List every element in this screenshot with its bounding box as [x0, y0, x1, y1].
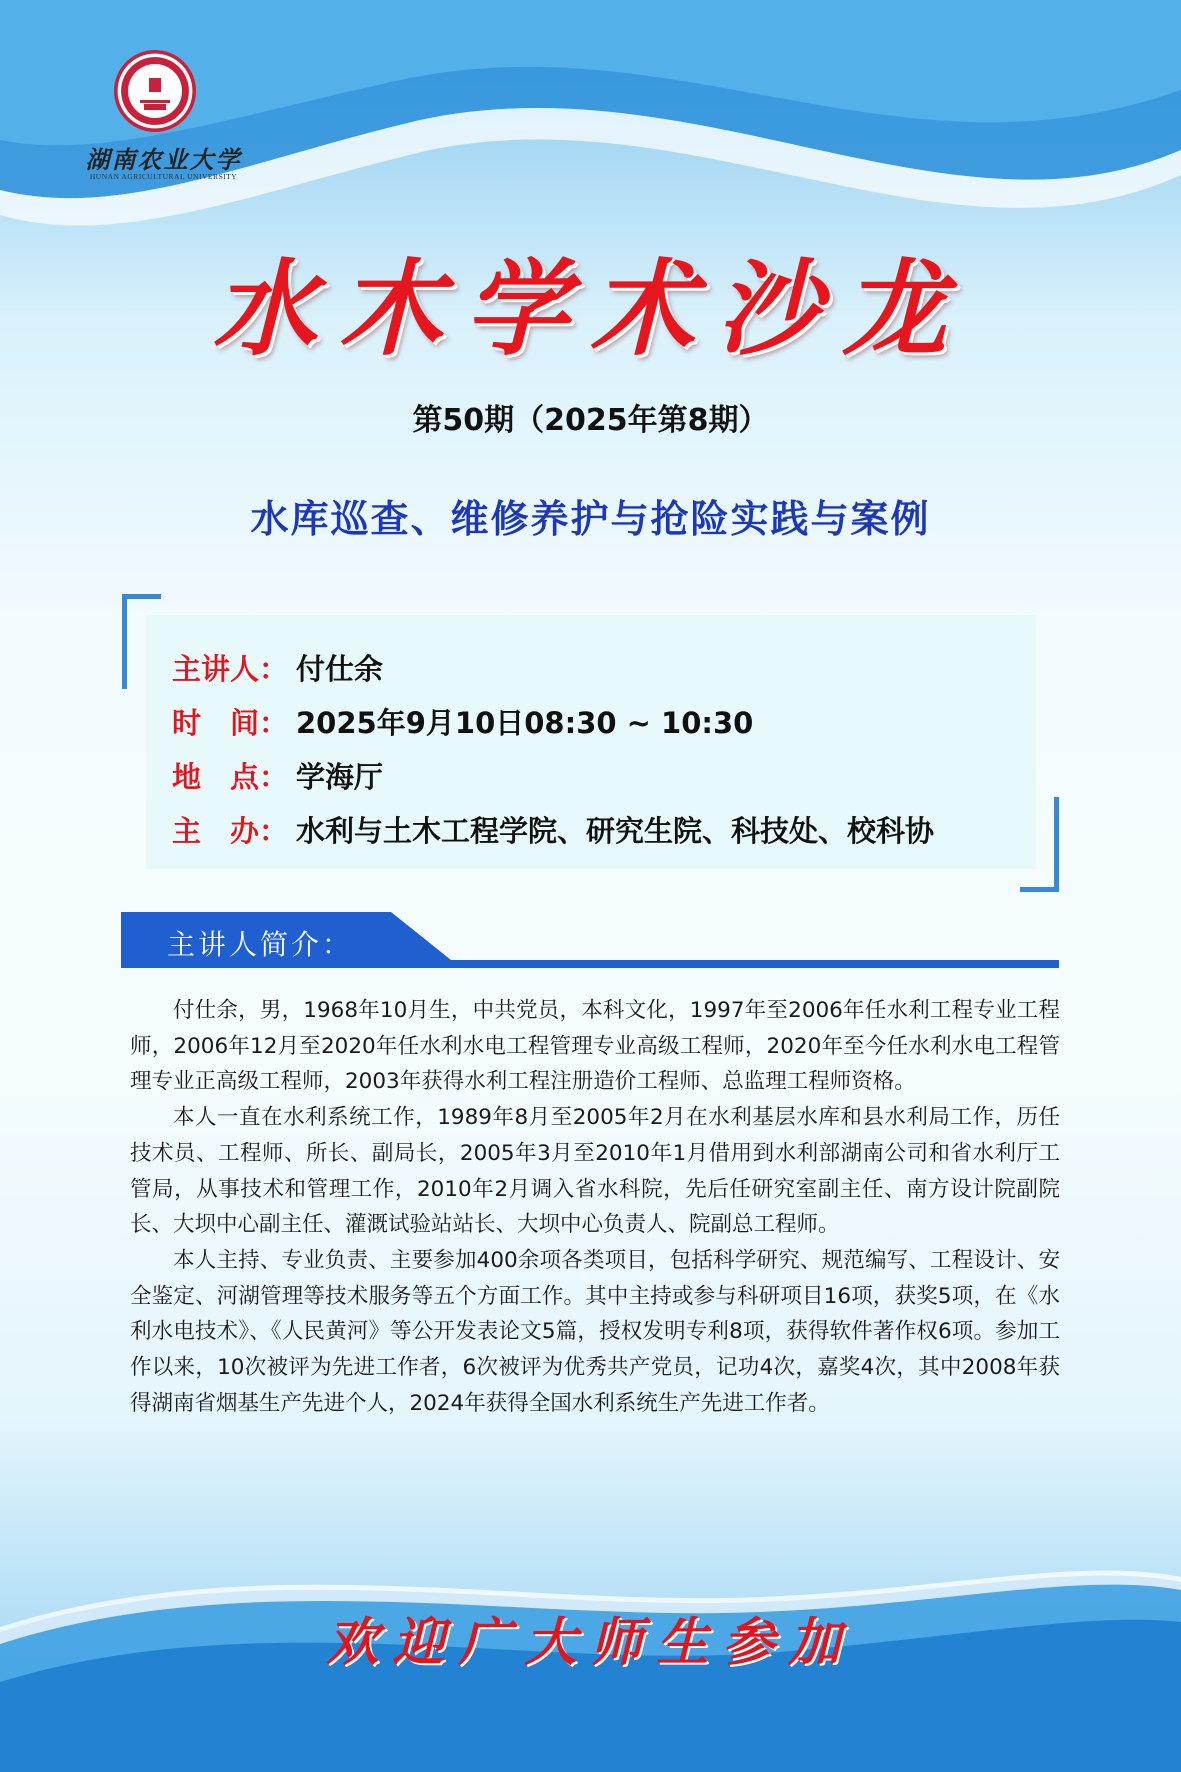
time-label: 时 间：: [172, 705, 289, 740]
lecture-topic: 水库巡查、维修养护与抢险实践与案例: [250, 497, 931, 541]
bio-paragraph: 本人一直在水利系统工作，1989年8月至2005年2月在水利基层水库和县水利局工作，历任技术员、工程师、所长、副局长，2005年3月至2010年1月借用到水利部湖南公司和省水利厅工管局，从事技术和管理工作，2010年2月调入省水科院，先后任研究室副主任、南方设计院副院长、大坝中心副主任、灌溉试验站站长、大坝中心负责人、院副总工程师。: [130, 1105, 1060, 1238]
organizer-label: 主 办：: [172, 813, 289, 848]
location-value: 学海厅: [296, 759, 384, 794]
heading-label: 主讲人简介：: [167, 928, 354, 961]
event-info-list: [172, 640, 934, 856]
bracket-bottom-right: [1020, 797, 1059, 892]
speaker-label: 主讲人：: [172, 651, 289, 686]
speaker-value: 付仕余: [296, 651, 384, 686]
speaker-row: [172, 640, 934, 694]
university-seal-icon: [114, 50, 196, 132]
location-label: 地 点：: [172, 759, 289, 794]
bio-paragraph: 付仕余，男，1968年10月生，中共党员，本科文化，1997年至2006年任水利工程专业工程师，2006年12月至2020年任水利水电工程管理专业高级工程师，2020年至今任水利水电工程管理专业正高级工程师，2003年获得水利工程注册造价工程师、总监理工程师资格。: [130, 998, 1060, 1095]
seal-year-band: [144, 104, 166, 110]
time-row: [172, 694, 934, 748]
speaker-intro-heading: [121, 912, 1059, 968]
time-value: 2025年9月10日08:30 ~ 10:30: [296, 705, 754, 740]
university-name-en: HUNAN AGRICULTURAL UNIVERSITY: [89, 172, 238, 181]
location-row: [172, 748, 934, 802]
university-name: 湖南农业大学: [85, 145, 242, 174]
organizer-row: [172, 802, 934, 856]
organizer-value: 水利与土木工程学院、研究生院、科技处、校科协: [296, 813, 935, 848]
issue-number: 第50期（2025年第8期）: [412, 403, 769, 438]
bio-paragraph: 本人主持、专业负责、主要参加400余项各类项目，包括科学研究、规范编写、工程设计、安全鉴定、河湖管理等技术服务等五个方面工作。其中主持或参与科研项目16项，获奖5项，在《水利水电技术》、《人民黄河》等公开发表论文5篇，授权发明专利8项，获得软件著作权6项。参加工作以来，10次被评为先进工作者，6次被评为优秀共产党员，记功4次，嘉奖4次，其中2008年获得湖南省烟基生产先进个人，2024年获得全国水利系统生产先进工作者。: [130, 1247, 1060, 1416]
seal-building-icon: [140, 78, 170, 103]
university-logo: [76, 50, 251, 190]
speaker-biography: [130, 993, 1060, 1421]
welcome-slogan: 欢迎广大师生参加: [326, 1612, 855, 1673]
bracket-top-left: [122, 594, 161, 689]
salon-title: 水木学术沙龙: [212, 247, 969, 370]
